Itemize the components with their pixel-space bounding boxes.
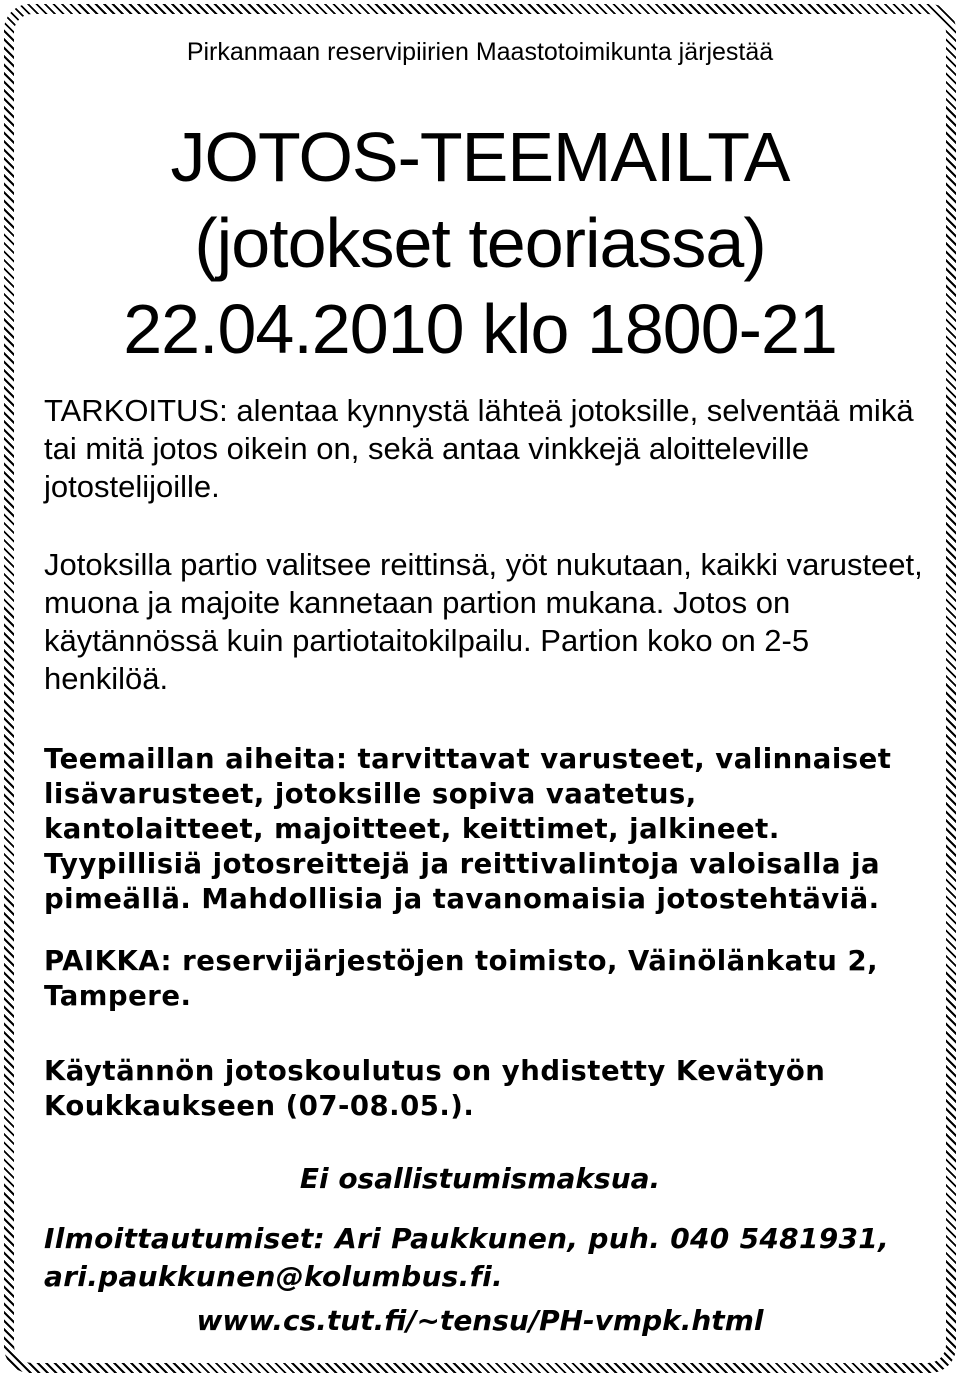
poster-content	[14, 14, 946, 1363]
practical-training-paragraph: Käytännön jotoskoulutus on yhdistetty Kevätyön Koukkaukseen (07-08.05.).	[44, 1055, 826, 1122]
title-line-2: (jotokset teoriassa)	[194, 204, 766, 282]
purpose-paragraph	[44, 392, 924, 506]
purpose-text: alentaa kynnystä lähteä jotoksille, selventää mikä tai mitä jotos oikein on, sekä antaa vinkkejä aloitteleville jotostelijoille.	[44, 393, 914, 504]
jotos-description: Jotoksilla partio valitsee reittinsä, yöt nukutaan, kaikki varusteet, muona ja majoite kannetaan partion mukana. Jotos on käytännössä kuin partiotaitokilpailu. Partion koko on 2-5 henkilöä.	[44, 547, 923, 696]
purpose-label: TARKOITUS:	[44, 393, 228, 428]
fee-notice: Ei osallistumismaksua.	[299, 1162, 661, 1195]
place-paragraph: PAIKKA: reservijärjestöjen toimisto, Väinölänkatu 2, Tampere.	[44, 945, 879, 1012]
title-line-1: JOTOS-TEEMAILTA	[170, 118, 790, 196]
event-title	[14, 114, 946, 372]
signup-contact: Ilmoittautumiset: Ari Paukkunen, puh. 040 5481931, ari.paukkunen@kolumbus.fi.	[44, 1222, 890, 1293]
topics-paragraph: Teemaillan aiheita: tarvittavat varusteet, valinnaiset lisävarusteet, jotoksille sopiva vaatetus, kantolaitteet, majoitteet, keittimet, jalkineet. Tyypillisiä jotosreittejä ja reittivalintoja valoisalla ja pimeällä. Mahdollisia ja tavanomaisia jotostehtäviä.	[44, 743, 892, 915]
organizer-line: Pirkanmaan reservipiirien Maastotoimikunta järjestää	[186, 38, 774, 66]
title-date-time: 22.04.2010 klo 1800-21	[123, 290, 837, 368]
website-url: www.cs.tut.fi/~tensu/PH-vmpk.html	[196, 1304, 764, 1337]
hatched-border-frame	[4, 4, 956, 1373]
